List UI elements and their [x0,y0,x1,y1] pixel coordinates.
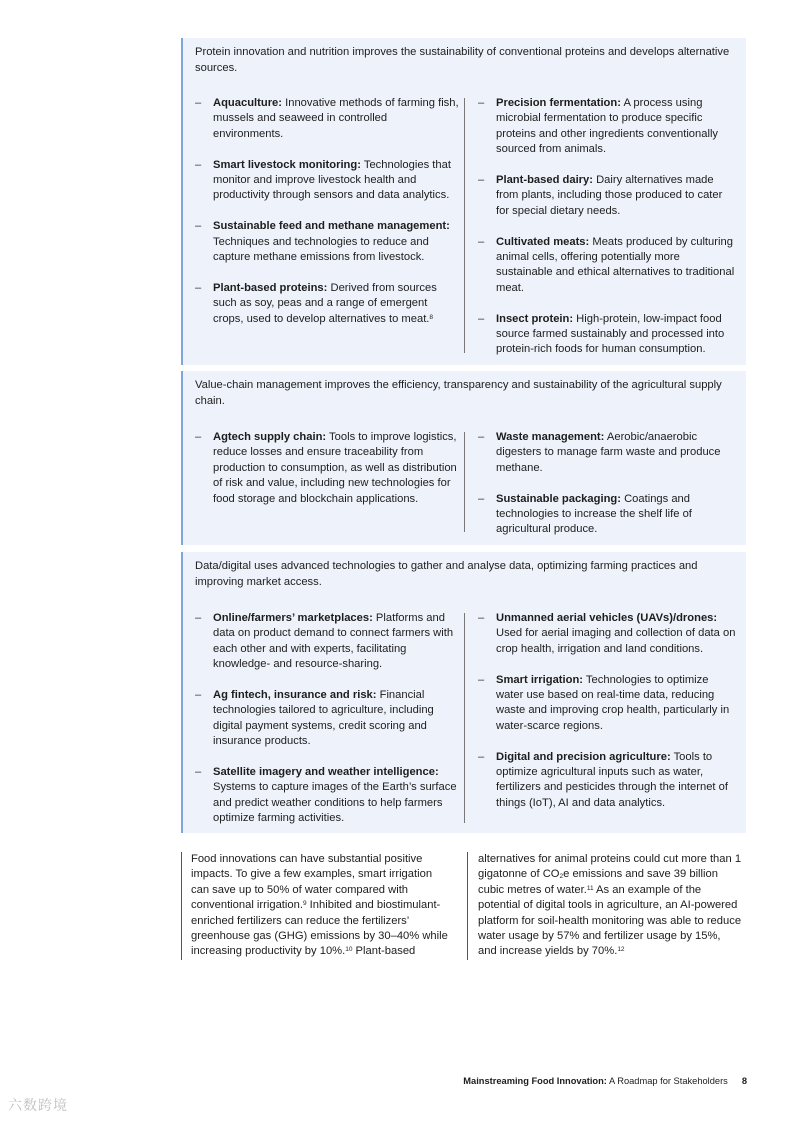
body-text: As an example of the potential of digital tools in agriculture, an AI-powered platform for soil-health monitoring was able to reduce water usage by 57% and fertilizer usage by 15%, and increase yields by 70%. [478,883,742,958]
panel-intro: Data/digital uses advanced technologies to gather and analyse data, optimizing farming practices and improving market access. [195,560,698,588]
body-text: Food innovations can have substantial positive impacts. To give a few examples, smart irrigation can save up to 50% of water compared with conventional irrigation. [191,853,433,912]
item-description: Coatings and technologies to increase the shelf life of agricultural produce. [496,492,692,536]
item-description: High-protein, low-impact food source farmed sustainably and processed into protein-rich foods for human consumption. [496,312,725,356]
body-paragraph-right [467,852,742,960]
left-column [195,96,460,342]
item-description: Technologies that monitor and improve livestock health and productivity through sensors and data analytics. [213,158,451,202]
item-term: Online/farmers’ marketplaces: [213,612,373,624]
body-paragraph-left [181,852,453,960]
item-description: Used for aerial imaging and collection of data on crop health, irrigation and land conditions. [496,627,736,655]
list-item [478,492,736,538]
column-divider [464,432,465,532]
item-term: Digital and precision agriculture: [496,750,671,763]
item-description: Tools to optimize agricultural inputs such as water, fertilizers and pesticides through the internet of things (IoT), AI and data analytics. [496,750,728,809]
item-term: Smart livestock monitoring: [213,158,361,171]
list-item [478,611,736,657]
footer-title-rest: A Roadmap for Stakeholders [606,1076,728,1086]
item-description: Dairy alternatives made from plants, including those produced to cater for special dietary needs. [496,174,723,217]
item-description: Platforms and data on product demand to connect farmers with each other and with experts, facilitating knowledge- and resource-sharing. [213,612,454,671]
body-text: Plant-based [352,945,416,958]
list-item [478,312,736,358]
item-term: Plant-based proteins: [213,281,328,294]
watermark-logo [8,1095,68,1115]
footer-title-bold: Mainstreaming Food Innovation: [463,1076,607,1086]
footnote-ref: 8 [429,313,434,321]
item-description: Derived from sources such as soy, peas and a range of emergent crops, used to develop alternatives to meat. [213,281,437,325]
list-item [195,158,460,204]
right-column [478,611,736,827]
footnote-ref: 11 [586,884,594,892]
list-item [195,430,460,507]
item-term: Precision fermentation: [496,97,621,109]
item-term: Plant-based dairy: [496,174,593,187]
panel-intro: Protein innovation and nutrition improves the sustainability of conventional proteins and develops alternative sources. [195,46,730,74]
item-description: Technologies to optimize water use based on real-time data, reducing waste and improving crop health, particularly in water-scarce regions. [496,673,730,732]
item-term: Insect protein: [496,312,574,325]
item-term: Ag fintech, insurance and risk: [213,689,377,702]
list-item [478,673,736,735]
item-term: Smart irrigation: [496,673,584,686]
page-footer [463,1076,747,1086]
item-description: A process using microbial fermentation to produce specific proteins and other ingredients conventionally sourced from animals. [496,97,719,156]
list-item [478,430,736,476]
item-description: Innovative methods of farming fish, mussels and seaweed in controlled environments. [213,97,459,140]
list-item [195,611,460,673]
data-digital-panel [181,552,746,833]
list-item [195,765,460,827]
item-description: Techniques and technologies to reduce and capture methane emissions from livestock. [213,235,429,264]
watermark-text: 六数跨境 [8,1097,68,1113]
item-description: Aerobic/anaerobic digesters to manage farm waste and produce methane. [496,431,721,474]
item-description: Financial technologies tailored to agriculture, including digital payment systems, credit scoring and insurance products. [213,689,434,748]
item-term: Sustainable feed and methane management: [213,220,450,233]
list-item [478,96,736,158]
list-item [478,750,736,812]
right-column [478,430,736,553]
protein-innovation-panel [181,38,746,365]
body-text: Inhibited and biostimulant-enriched fertilizers can reduce the fertilizers’ greenhouse gas (GHG) emissions by 30–40% while increasing productivity by 10%. [191,899,448,958]
item-term: Waste management: [496,431,605,443]
panel-intro: Value-chain management improves the efficiency, transparency and sustainability of the agricultural supply chain. [195,379,722,407]
list-item [195,281,460,327]
right-column [478,96,736,373]
footnote-ref: 9 [302,900,307,908]
column-divider [464,98,465,353]
left-column [195,430,460,522]
item-description: Systems to capture images of the Earth’s surface and predict weather conditions to help farmers optimize farming activities. [213,781,457,825]
subscript: 2 [559,873,564,881]
list-item [478,235,736,297]
footnote-ref: 10 [345,946,353,954]
item-term: Satellite imagery and weather intelligence: [213,766,439,779]
item-term: Cultivated meats: [496,235,590,248]
item-term: Sustainable packaging: [496,492,621,505]
list-item [478,173,736,219]
value-chain-panel [181,371,746,545]
body-text: e emissions and save 39 billion cubic metres of water. [478,868,718,896]
left-column [195,611,460,842]
list-item [195,219,460,265]
page-number: 8 [741,1076,747,1086]
body-text: alternatives for animal proteins could cut more than 1 gigatonne of CO [478,853,742,881]
item-description: Meats produced by culturing animal cells, offering potentially more sustainable and ethical alternatives to traditional meat. [496,235,735,294]
list-item [195,96,460,142]
item-term: Aquaculture: [213,97,282,109]
item-term: Unmanned aerial vehicles (UAVs)/drones: [496,612,718,624]
footnote-ref: 12 [617,946,625,954]
list-item [195,688,460,750]
column-divider [464,613,465,823]
item-description: Tools to improve logistics, reduce losses and ensure traceability from production to consumption, as well as distribution of risk and value, including new technologies for food storage and blockchain applications. [213,431,457,505]
item-term: Agtech supply chain: [213,431,327,443]
